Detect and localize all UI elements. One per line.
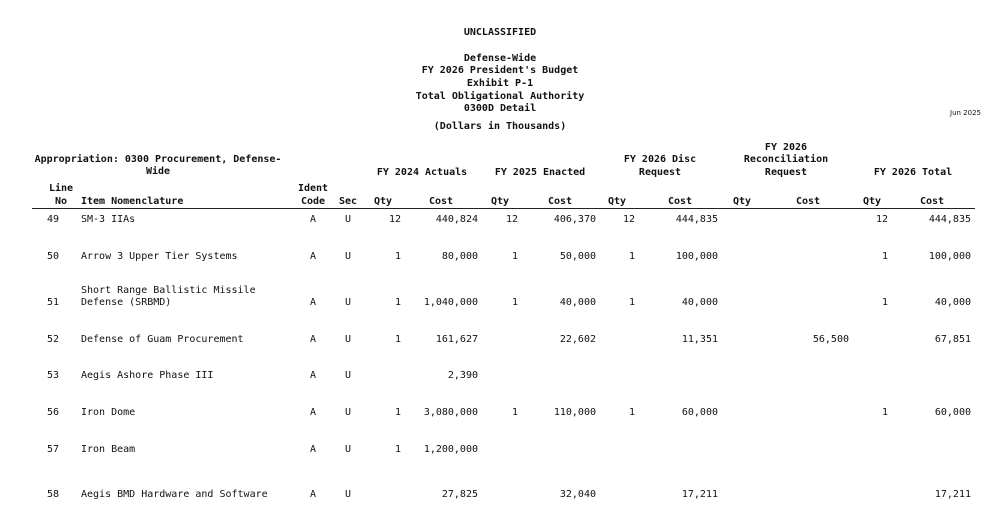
item-name: Aegis BMD Hardware and Software xyxy=(81,489,268,500)
item-header: Item Nomenclature xyxy=(81,196,184,207)
ident-code: A xyxy=(309,489,317,500)
units-label: (Dollars in Thousands) xyxy=(433,121,567,132)
line-number: 56 xyxy=(47,407,60,418)
ident-code: A xyxy=(309,370,317,381)
total-cost: 60,000 xyxy=(934,407,971,418)
item-name: Short Range Ballistic Missile xyxy=(81,285,256,296)
ident-code: A xyxy=(309,214,317,225)
appropriation-label-2: Wide xyxy=(145,166,171,177)
item-name: Arrow 3 Upper Tier Systems xyxy=(81,251,238,262)
total-qty: 12 xyxy=(875,214,888,225)
fy2024-qty: 1 xyxy=(394,407,401,418)
ident-code: A xyxy=(309,251,317,262)
item-name: Aegis Ashore Phase III xyxy=(81,370,214,381)
item-name: Defense of Guam Procurement xyxy=(81,334,244,345)
cost-header-fy2026-disc: Cost xyxy=(667,196,693,207)
item-name: SM-3 IIAs xyxy=(81,214,136,225)
fy2024-cost: 161,627 xyxy=(435,334,478,345)
fy2026-disc-cost: 17,211 xyxy=(681,489,718,500)
fy2024-qty: 1 xyxy=(394,444,401,455)
cost-header-fy2024: Cost xyxy=(428,196,454,207)
sec-code: U xyxy=(344,334,352,345)
cost-header-fy2025: Cost xyxy=(547,196,573,207)
total-cost: 67,851 xyxy=(934,334,971,345)
sec-code: U xyxy=(344,370,352,381)
fy2025-qty: 12 xyxy=(505,214,518,225)
fy2025-header: FY 2025 Enacted xyxy=(494,167,586,178)
sec-header: Sec xyxy=(338,196,358,207)
fy2025-qty: 1 xyxy=(511,407,518,418)
sec-code: U xyxy=(344,297,352,308)
total-qty: 1 xyxy=(881,297,888,308)
fy2024-cost: 3,080,000 xyxy=(423,407,478,418)
fy2025-qty: 1 xyxy=(511,251,518,262)
cost-header-total: Cost xyxy=(919,196,945,207)
fy2024-cost: 27,825 xyxy=(441,489,478,500)
org-title: Defense-Wide xyxy=(463,53,537,64)
sec-code: U xyxy=(344,489,352,500)
total-cost: 40,000 xyxy=(934,297,971,308)
report-title: Total Obligational Authority xyxy=(415,91,585,102)
line-header-1: Line xyxy=(48,183,74,194)
fy2025-cost: 110,000 xyxy=(553,407,596,418)
total-cost: 17,211 xyxy=(934,489,971,500)
item-name: Iron Dome xyxy=(81,407,136,418)
fy2025-cost: 32,040 xyxy=(559,489,596,500)
detail-title: 0300D Detail xyxy=(463,103,537,114)
recon-cost: 56,500 xyxy=(812,334,849,345)
fy2026-disc-cost: 100,000 xyxy=(675,251,718,262)
exhibit-title: Exhibit P-1 xyxy=(466,78,534,89)
qty-header-fy2025: Qty xyxy=(490,196,510,207)
ident-code: A xyxy=(309,407,317,418)
fy2025-qty: 1 xyxy=(511,297,518,308)
cost-header-recon: Cost xyxy=(795,196,821,207)
sec-code: U xyxy=(344,407,352,418)
fy2026-disc-qty: 12 xyxy=(622,214,635,225)
fy2024-qty: 12 xyxy=(388,214,401,225)
total-cost: 100,000 xyxy=(928,251,971,262)
item-name: Iron Beam xyxy=(81,444,136,455)
fy2024-header: FY 2024 Actuals xyxy=(376,167,468,178)
fy2026-disc-qty: 1 xyxy=(628,297,635,308)
header-divider xyxy=(32,208,975,209)
qty-header-total: Qty xyxy=(862,196,882,207)
report-date: Jun 2025 xyxy=(950,109,981,117)
budget-title: FY 2026 President's Budget xyxy=(421,65,579,76)
ident-code: A xyxy=(309,334,317,345)
ident-header-1: Ident xyxy=(297,183,329,194)
qty-header-recon: Qty xyxy=(732,196,752,207)
fy2024-cost: 1,040,000 xyxy=(423,297,478,308)
fy2024-qty: 1 xyxy=(394,297,401,308)
recon-header-2: Reconciliation xyxy=(743,154,829,165)
fy2026-disc-cost: 11,351 xyxy=(681,334,718,345)
fy2024-cost: 440,824 xyxy=(435,214,478,225)
fy2026-disc-header-1: FY 2026 Disc xyxy=(623,154,697,165)
item-name-2: Defense (SRBMD) xyxy=(81,297,172,308)
ident-code: A xyxy=(309,444,317,455)
qty-header-fy2026-disc: Qty xyxy=(607,196,627,207)
classification-label: UNCLASSIFIED xyxy=(463,27,537,38)
sec-code: U xyxy=(344,251,352,262)
line-number: 49 xyxy=(47,214,60,225)
sec-code: U xyxy=(344,214,352,225)
fy2026-total-header: FY 2026 Total xyxy=(873,167,953,178)
fy2026-disc-qty: 1 xyxy=(628,251,635,262)
appropriation-label-1: Appropriation: 0300 Procurement, Defense- xyxy=(34,154,282,165)
fy2024-qty: 1 xyxy=(394,251,401,262)
fy2025-cost: 406,370 xyxy=(553,214,596,225)
fy2026-disc-header-2: Request xyxy=(638,167,682,178)
fy2026-disc-cost: 444,835 xyxy=(675,214,718,225)
fy2025-cost: 40,000 xyxy=(559,297,596,308)
sec-code: U xyxy=(344,444,352,455)
line-number: 52 xyxy=(47,334,60,345)
fy2025-cost: 50,000 xyxy=(559,251,596,262)
fy2026-disc-cost: 40,000 xyxy=(681,297,718,308)
line-header-2: No xyxy=(54,196,68,207)
fy2025-cost: 22,602 xyxy=(559,334,596,345)
fy2026-disc-cost: 60,000 xyxy=(681,407,718,418)
ident-header-2: Code xyxy=(300,196,326,207)
fy2024-cost: 1,200,000 xyxy=(423,444,478,455)
line-number: 58 xyxy=(47,489,60,500)
total-cost: 444,835 xyxy=(928,214,971,225)
line-number: 57 xyxy=(47,444,60,455)
total-qty: 1 xyxy=(881,407,888,418)
ident-code: A xyxy=(309,297,317,308)
qty-header-fy2024: Qty xyxy=(373,196,393,207)
recon-header-1: FY 2026 xyxy=(764,142,808,153)
fy2024-cost: 2,390 xyxy=(447,370,478,381)
total-qty: 1 xyxy=(881,251,888,262)
recon-header-3: Request xyxy=(764,167,808,178)
fy2024-cost: 80,000 xyxy=(441,251,478,262)
line-number: 53 xyxy=(47,370,60,381)
line-number: 51 xyxy=(47,297,60,308)
line-number: 50 xyxy=(47,251,60,262)
fy2024-qty: 1 xyxy=(394,334,401,345)
fy2026-disc-qty: 1 xyxy=(628,407,635,418)
